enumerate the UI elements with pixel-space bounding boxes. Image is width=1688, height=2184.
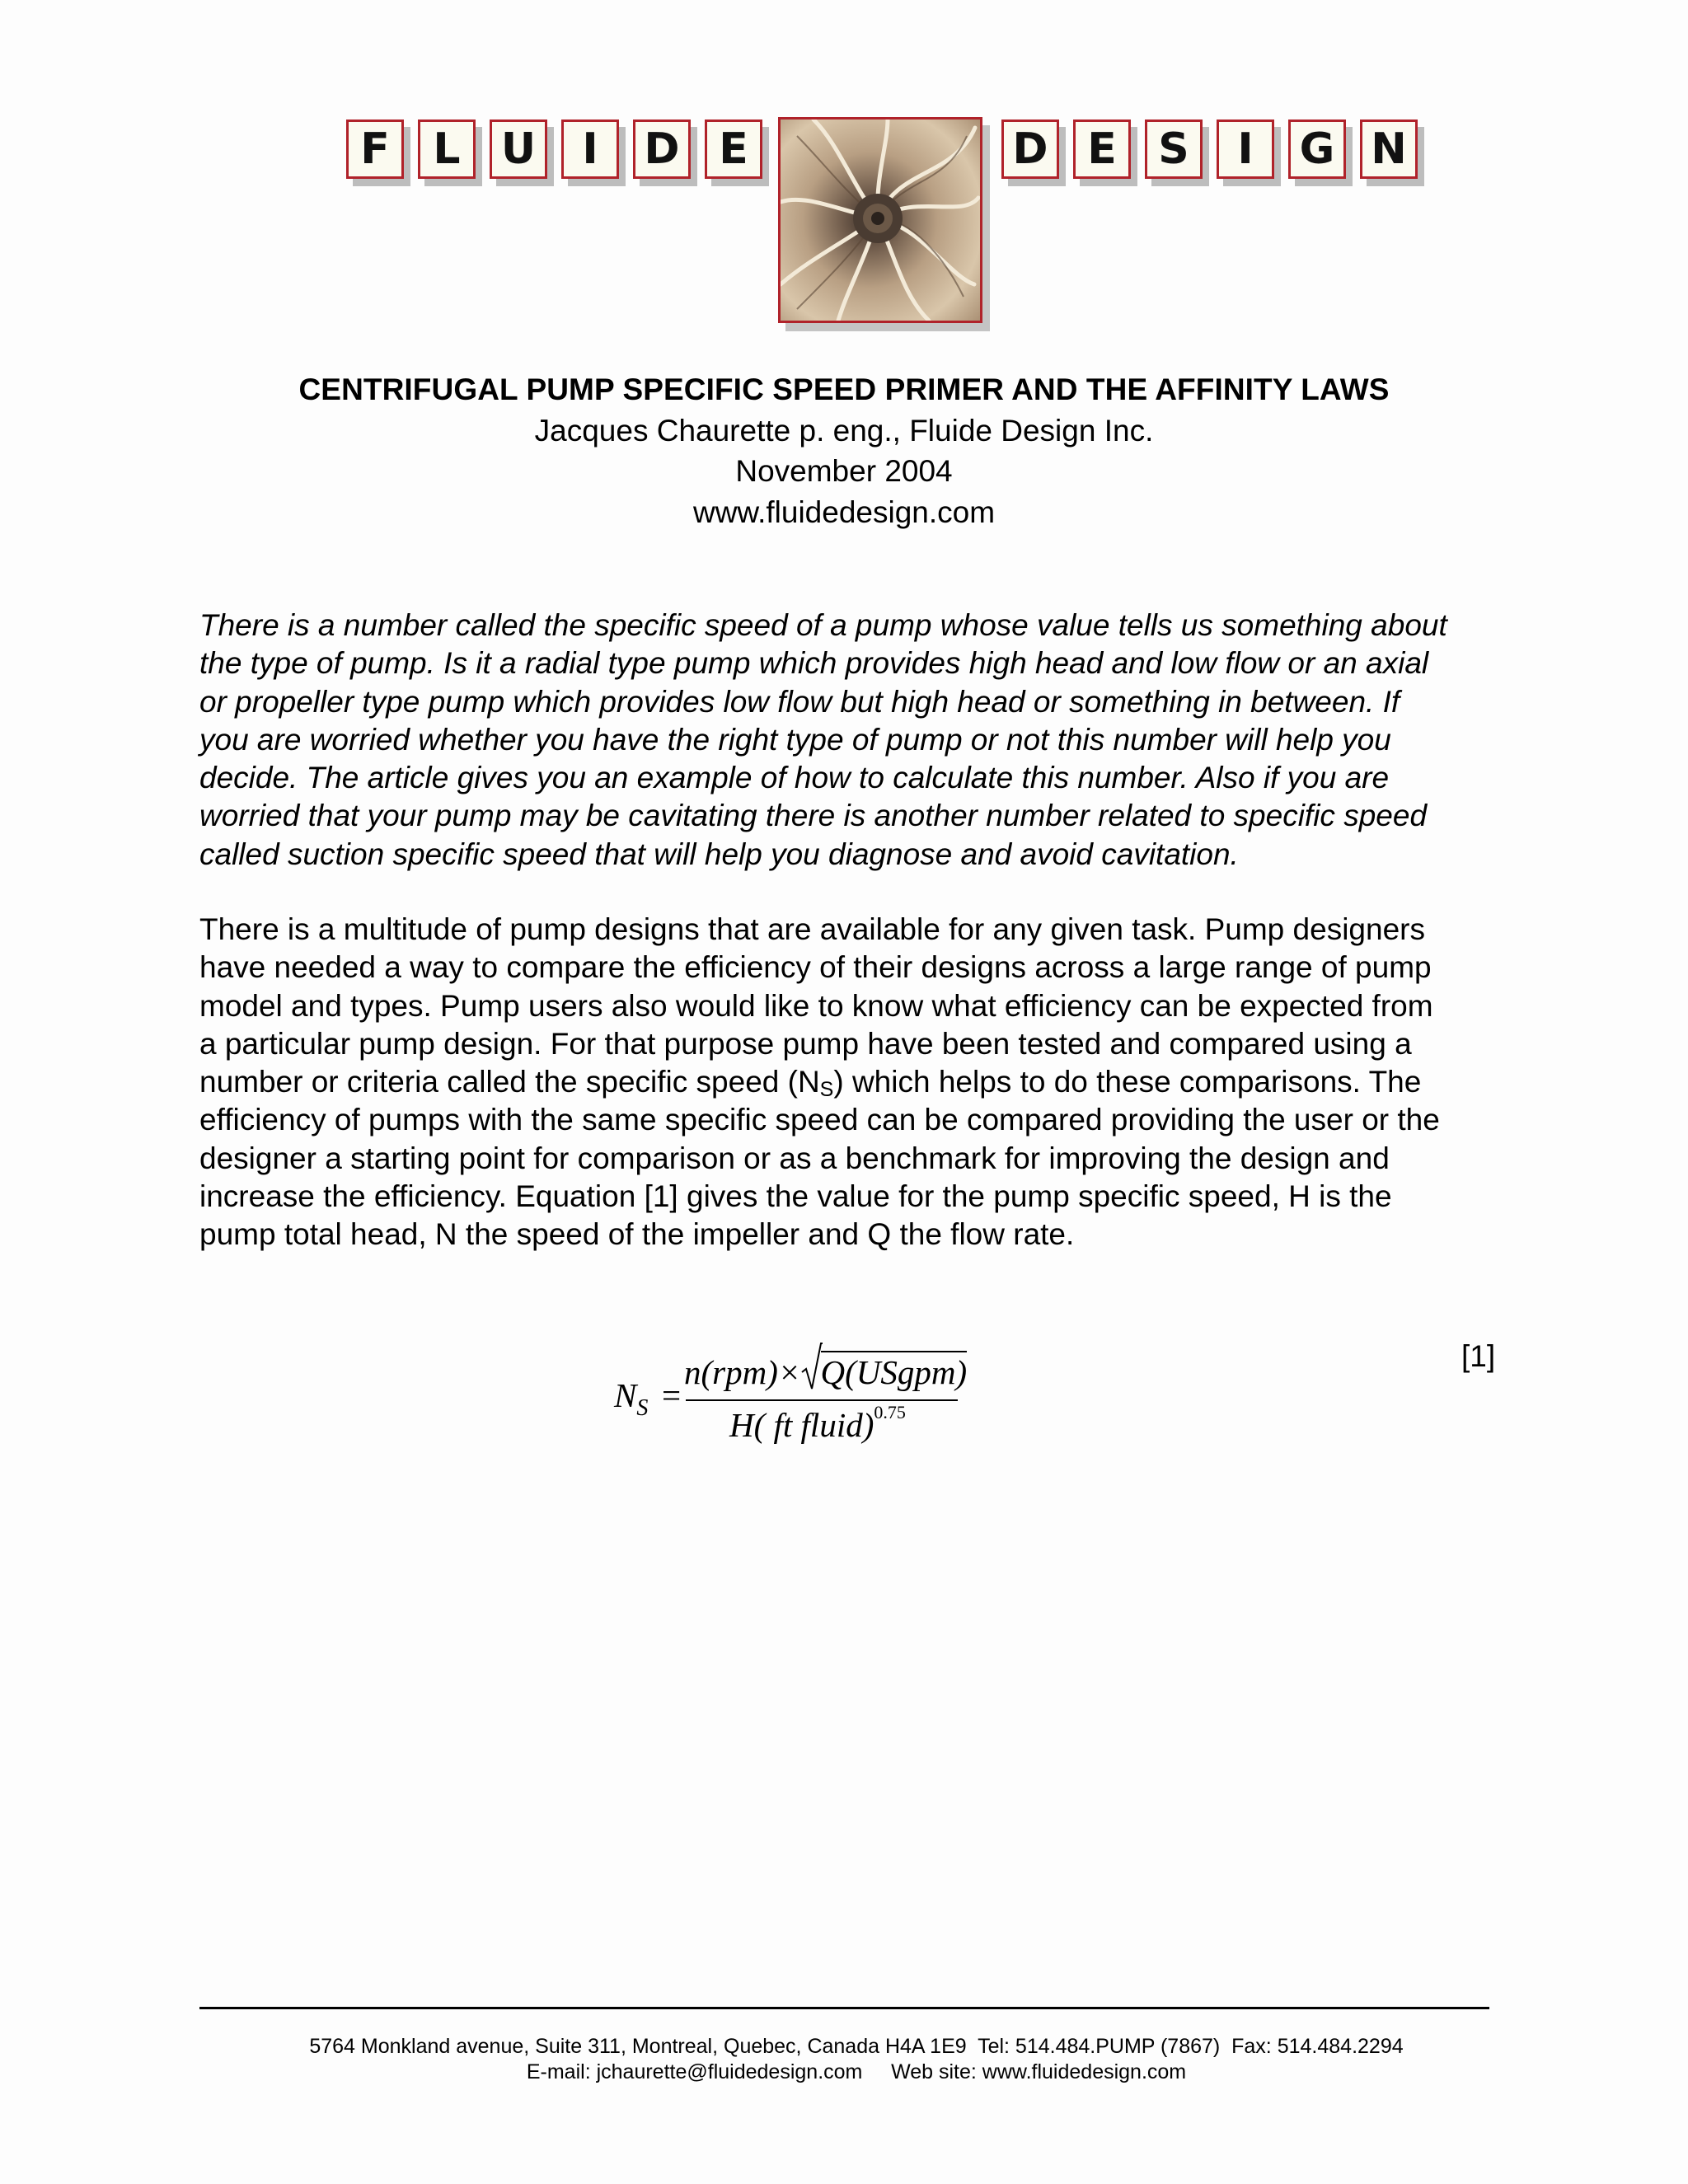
text-segment: number or criteria called the specific speed (N	[199, 1065, 820, 1099]
footer-address: 5764 Monkland avenue, Suite 311, Montreal, Quebec, Canada H4A 1E9 Tel: 514.484.PUMP (7867) Fax: 514.484.2294	[309, 2035, 1404, 2058]
fraction-bar	[686, 1399, 958, 1401]
logo-letter-tile: D	[633, 120, 691, 179]
equation-symbol-n: N	[614, 1376, 637, 1414]
logo-letter-tile: G	[1288, 120, 1346, 179]
abstract-paragraph	[199, 607, 1559, 874]
equation-numerator	[684, 1352, 967, 1392]
equation-number: [1]	[1461, 1339, 1496, 1373]
website-url: www.fluidedesign.com	[692, 495, 996, 529]
logo-letter-tile: S	[1145, 120, 1203, 179]
text-line-specific-speed	[199, 1063, 1559, 1101]
text-line: the type of pump. Is it a radial type pump which provides high head and low flow or an axial	[199, 646, 1429, 681]
logo-letter-tile: I	[1217, 120, 1274, 179]
publication-date: November 2004	[735, 454, 953, 488]
logo-letter-tile: E	[705, 120, 762, 179]
footer-contact: E-mail: jchaurette@fluidedesign.com Web site: www.fluidedesign.com	[526, 2060, 1187, 2083]
footer-divider	[199, 2007, 1489, 2009]
nautilus-shell-icon	[781, 120, 980, 321]
text-line: have needed a way to compare the efficiency of their designs across a large range of pump	[199, 950, 1432, 985]
text-line: model and types. Pump users also would like to know what efficiency can be expected from	[199, 988, 1433, 1023]
text-line: or propeller type pump which provides low flow but high head or something in between. If	[199, 684, 1400, 719]
square-root	[801, 1352, 968, 1392]
denominator-term: H( ft fluid)	[729, 1406, 874, 1444]
specific-speed-equation	[614, 1339, 977, 1455]
text-line: There is a multitude of pump designs that are available for any given task. Pump designers	[199, 912, 1425, 946]
subscript-s: S	[819, 1078, 834, 1102]
logo-letter-tile: F	[346, 120, 404, 179]
text-line: increase the efficiency. Equation [1] gives the value for the pump specific speed, H is the	[199, 1179, 1392, 1214]
text-line: decide. The article gives you an example of how to calculate this number. Also if you are	[199, 761, 1390, 795]
document-title: CENTRIFUGAL PUMP SPECIFIC SPEED PRIMER AND THE AFFINITY LAWS	[298, 373, 1390, 406]
text-line: designer a starting point for comparison or as a benchmark for improving the design and	[199, 1141, 1390, 1175]
logo-letter-tile: E	[1073, 120, 1131, 179]
text-line: you are worried whether you have the right type of pump or not this number will help you	[199, 722, 1391, 757]
text-line: worried that your pump may be cavitating there is another number related to specific speed	[199, 799, 1428, 833]
body-paragraph	[199, 911, 1559, 1254]
radicand: Q(USgpm)	[821, 1351, 968, 1391]
numerator-term: n(rpm)×	[684, 1353, 801, 1391]
square-root-icon	[801, 1343, 823, 1394]
logo-letter-tile: U	[490, 120, 547, 179]
text-segment: ) which helps to do these comparisons. The	[833, 1065, 1422, 1099]
author-line: Jacques Chaurette p. eng., Fluide Design Inc.	[534, 414, 1154, 448]
equation-denominator	[729, 1402, 906, 1445]
text-line: a particular pump design. For that purpose pump have been tested and compared using a	[199, 1026, 1412, 1061]
logo-letter-tile: D	[1001, 120, 1059, 179]
nautilus-shell-image	[778, 117, 982, 323]
equation-lhs	[614, 1376, 649, 1421]
logo-letter-tile: L	[418, 120, 476, 179]
equation-subscript: S	[636, 1395, 649, 1421]
exponent: 0.75	[874, 1402, 906, 1422]
logo-letter-tile: N	[1360, 120, 1418, 179]
fluide-design-logo	[346, 117, 1418, 331]
equals-sign: =	[662, 1376, 682, 1414]
text-line: There is a number called the specific speed of a pump whose value tells us something about	[199, 608, 1447, 642]
text-line: efficiency of pumps with the same specific speed can be compared providing the user or the	[199, 1103, 1440, 1137]
logo-letter-tile: I	[561, 120, 619, 179]
text-line: called suction specific speed that will help you diagnose and avoid cavitation.	[199, 837, 1239, 871]
text-line: pump total head, N the speed of the impeller and Q the flow rate.	[199, 1217, 1075, 1252]
